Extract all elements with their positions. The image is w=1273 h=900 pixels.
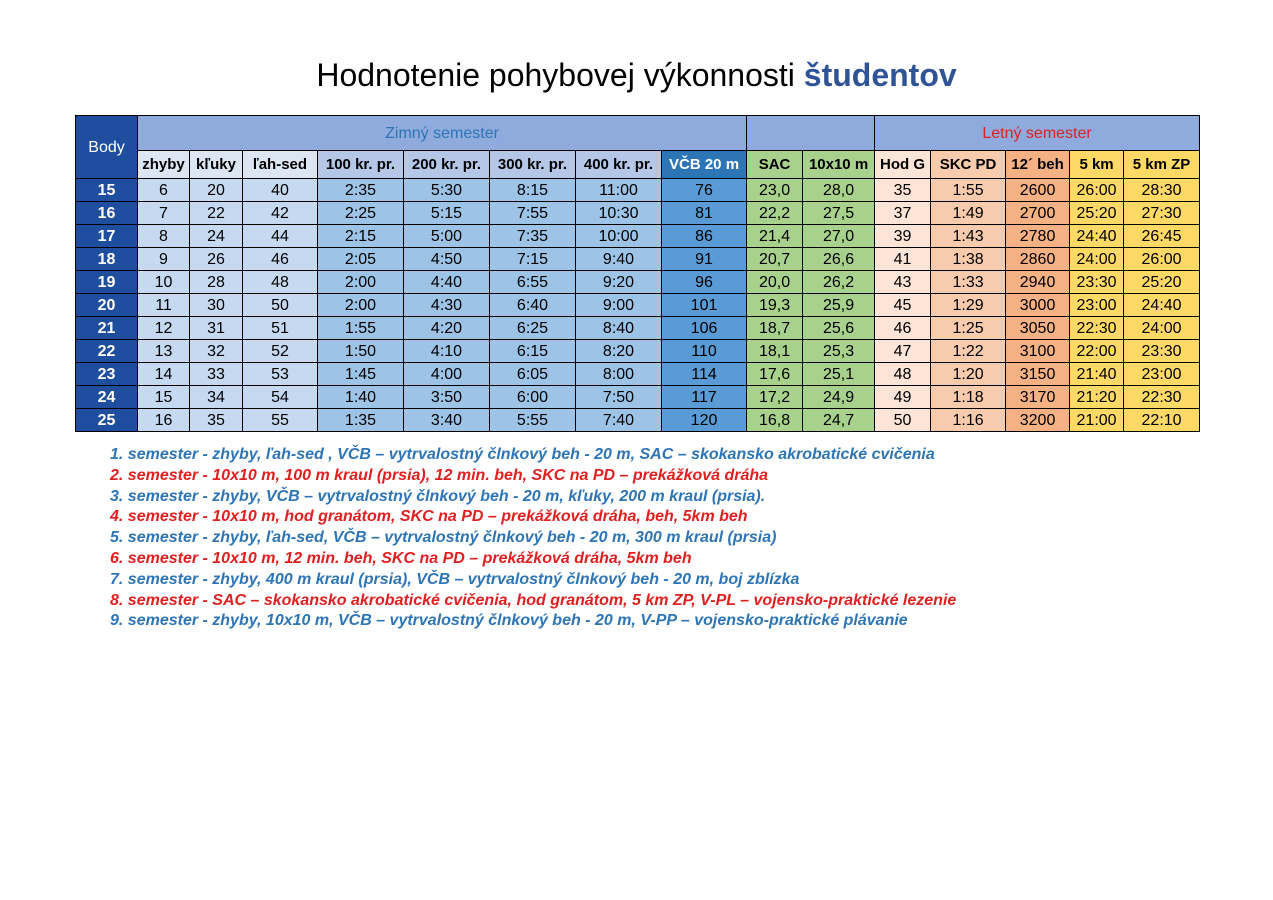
table-row (76, 271, 1200, 294)
table-cell: 51 (243, 317, 318, 340)
table-cell: 26:45 (1124, 225, 1200, 248)
table-cell: 25,1 (803, 363, 875, 386)
table-cell: 2940 (1006, 271, 1070, 294)
table-cell: 5:15 (404, 202, 490, 225)
table-cell: 18,1 (747, 340, 803, 363)
column-header: VČB 20 m (662, 151, 747, 179)
table-cell: 54 (243, 386, 318, 409)
table-cell: 10 (138, 271, 190, 294)
table-cell: 7:50 (576, 386, 662, 409)
table-cell: 26 (190, 248, 243, 271)
column-header: ľah-sed (243, 151, 318, 179)
legend-item: 6. semester - 10x10 m, 12 min. beh, SKC na PD – prekážková dráha, 5km beh (110, 549, 692, 567)
table-cell: 41 (875, 248, 931, 271)
table-cell: 2860 (1006, 248, 1070, 271)
table-cell: 117 (662, 386, 747, 409)
table-cell: 1:20 (931, 363, 1006, 386)
table-cell: 22 (190, 202, 243, 225)
table-cell: 50 (875, 409, 931, 432)
semester-legend (110, 445, 1210, 632)
body-points-cell: 16 (76, 202, 138, 225)
table-cell: 16,8 (747, 409, 803, 432)
table-cell: 21:00 (1070, 409, 1124, 432)
table-cell: 45 (875, 294, 931, 317)
table-cell: 18,7 (747, 317, 803, 340)
table-cell: 2:25 (318, 202, 404, 225)
table-cell: 1:38 (931, 248, 1006, 271)
body-points-cell: 19 (76, 271, 138, 294)
table-cell: 22,2 (747, 202, 803, 225)
table-cell: 25,6 (803, 317, 875, 340)
legend-item: 1. semester - zhyby, ľah-sed , VČB – vytrvalostný člnkový beh - 20 m, SAC – skokansko akrobatické cvičenia (110, 446, 935, 463)
table-cell: 4:50 (404, 248, 490, 271)
table-cell: 9:20 (576, 271, 662, 294)
body-points-cell: 23 (76, 363, 138, 386)
table-cell: 14 (138, 363, 190, 386)
table-cell: 20,7 (747, 248, 803, 271)
table-cell: 35 (190, 409, 243, 432)
table-cell: 19,3 (747, 294, 803, 317)
table-row (76, 340, 1200, 363)
table-cell: 23:30 (1124, 340, 1200, 363)
scoring-table (75, 115, 1200, 432)
table-cell: 9:40 (576, 248, 662, 271)
table-cell: 48 (243, 271, 318, 294)
table-cell: 6:05 (490, 363, 576, 386)
legend-item: 7. semester - zhyby, 400 m kraul (prsia), VČB – vytrvalostný člnkový beh - 20 m, boj zblízka (110, 570, 800, 588)
table-cell: 24 (190, 225, 243, 248)
table-cell: 6:15 (490, 340, 576, 363)
table-cell: 22:30 (1070, 317, 1124, 340)
table-cell: 6:55 (490, 271, 576, 294)
body-points-cell: 18 (76, 248, 138, 271)
table-cell: 28 (190, 271, 243, 294)
body-points-cell: 21 (76, 317, 138, 340)
table-cell: 7:15 (490, 248, 576, 271)
table-cell: 25,9 (803, 294, 875, 317)
table-cell: 49 (875, 386, 931, 409)
table-cell: 35 (875, 179, 931, 202)
table-cell: 1:43 (931, 225, 1006, 248)
table-cell: 91 (662, 248, 747, 271)
table-cell: 5:00 (404, 225, 490, 248)
title-highlight: študentov (803, 57, 957, 93)
table-cell: 20,0 (747, 271, 803, 294)
table-cell: 50 (243, 294, 318, 317)
table-cell: 24,7 (803, 409, 875, 432)
table-cell: 46 (243, 248, 318, 271)
table-cell: 8:00 (576, 363, 662, 386)
table-cell: 12 (138, 317, 190, 340)
table-cell: 21:20 (1070, 386, 1124, 409)
table-cell: 9 (138, 248, 190, 271)
table-cell: 3100 (1006, 340, 1070, 363)
table-cell: 106 (662, 317, 747, 340)
body-points-cell: 17 (76, 225, 138, 248)
table-cell: 22:30 (1124, 386, 1200, 409)
table-cell: 25:20 (1070, 202, 1124, 225)
table-cell: 25,3 (803, 340, 875, 363)
body-header: Body (76, 116, 138, 179)
table-cell: 101 (662, 294, 747, 317)
legend-item: 2. semester - 10x10 m, 100 m kraul (prsia), 12 min. beh, SKC na PD – prekážková dráha (110, 466, 769, 484)
table-cell: 81 (662, 202, 747, 225)
table-cell: 23:30 (1070, 271, 1124, 294)
title-main: Hodnotenie pohybovej výkonnosti (316, 57, 795, 93)
table-cell: 3:50 (404, 386, 490, 409)
table-cell: 27:30 (1124, 202, 1200, 225)
table-cell: 16 (138, 409, 190, 432)
table-row (76, 179, 1200, 202)
table-row (76, 248, 1200, 271)
table-cell: 1:33 (931, 271, 1006, 294)
table-cell: 3050 (1006, 317, 1070, 340)
legend-item: 9. semester - zhyby, 10x10 m, VČB – vytrvalostný člnkový beh - 20 m, V-PP – vojensko-praktické plávanie (110, 612, 908, 630)
table-cell: 4:10 (404, 340, 490, 363)
table-cell: 2600 (1006, 179, 1070, 202)
table-cell: 26,6 (803, 248, 875, 271)
table-cell: 32 (190, 340, 243, 363)
body-points-cell: 24 (76, 386, 138, 409)
table-cell: 28,0 (803, 179, 875, 202)
table-row (76, 363, 1200, 386)
table-cell: 11 (138, 294, 190, 317)
table-cell: 30 (190, 294, 243, 317)
legend-item: 5. semester - zhyby, ľah-sed, VČB – vytrvalostný člnkový beh - 20 m, 300 m kraul (prsia) (110, 529, 777, 547)
table-cell: 6 (138, 179, 190, 202)
table-cell: 2780 (1006, 225, 1070, 248)
column-header-row (76, 151, 1200, 179)
table-cell: 3170 (1006, 386, 1070, 409)
column-header: 200 kr. pr. (404, 151, 490, 179)
legend-item: 4. semester - 10x10 m, hod granátom, SKC na PD – prekážková dráha, beh, 5km beh (110, 508, 748, 526)
table-cell: 3200 (1006, 409, 1070, 432)
column-header: Hod G (875, 151, 931, 179)
table-cell: 13 (138, 340, 190, 363)
table-row (76, 202, 1200, 225)
table-cell: 48 (875, 363, 931, 386)
table-cell: 40 (243, 179, 318, 202)
table-cell: 22:00 (1070, 340, 1124, 363)
table-cell: 3000 (1006, 294, 1070, 317)
table-cell: 2:00 (318, 294, 404, 317)
column-header: kľuky (190, 151, 243, 179)
table-cell: 2:35 (318, 179, 404, 202)
table-cell: 20 (190, 179, 243, 202)
table-cell: 27,5 (803, 202, 875, 225)
table-cell: 23:00 (1124, 363, 1200, 386)
table-cell: 22:10 (1124, 409, 1200, 432)
table-cell: 1:35 (318, 409, 404, 432)
column-header: SAC (747, 151, 803, 179)
table-cell: 23,0 (747, 179, 803, 202)
table-cell: 46 (875, 317, 931, 340)
table-cell: 26,2 (803, 271, 875, 294)
table-row (76, 386, 1200, 409)
table-cell: 1:16 (931, 409, 1006, 432)
column-header: 5 km ZP (1124, 151, 1200, 179)
table-cell: 8:40 (576, 317, 662, 340)
table-cell: 1:55 (931, 179, 1006, 202)
table-cell: 2:00 (318, 271, 404, 294)
table-cell: 10:30 (576, 202, 662, 225)
table-cell: 8 (138, 225, 190, 248)
table-cell: 26:00 (1070, 179, 1124, 202)
table-cell: 3:40 (404, 409, 490, 432)
column-header: SKC PD (931, 151, 1006, 179)
table-cell: 31 (190, 317, 243, 340)
table-cell: 76 (662, 179, 747, 202)
table-cell: 33 (190, 363, 243, 386)
column-header: 100 kr. pr. (318, 151, 404, 179)
table-cell: 53 (243, 363, 318, 386)
column-header: 400 kr. pr. (576, 151, 662, 179)
table-cell: 4:20 (404, 317, 490, 340)
table-cell: 1:29 (931, 294, 1006, 317)
table-cell: 1:40 (318, 386, 404, 409)
table-cell: 24:40 (1070, 225, 1124, 248)
table-cell: 7:55 (490, 202, 576, 225)
table-cell: 2:05 (318, 248, 404, 271)
summer-semester-header: Letný semester (875, 116, 1200, 151)
table-cell: 23:00 (1070, 294, 1124, 317)
table-cell: 47 (875, 340, 931, 363)
body-points-cell: 15 (76, 179, 138, 202)
column-header: 12´ beh (1006, 151, 1070, 179)
table-cell: 11:00 (576, 179, 662, 202)
table-cell: 37 (875, 202, 931, 225)
table-cell: 120 (662, 409, 747, 432)
table-cell: 7:40 (576, 409, 662, 432)
legend-item: 3. semester - zhyby, VČB – vytrvalostný člnkový beh - 20 m, kľuky, 200 m kraul (prsia). (110, 487, 766, 505)
semester-header-row (76, 116, 1200, 151)
body-points-cell: 25 (76, 409, 138, 432)
table-cell: 43 (875, 271, 931, 294)
table-cell: 24:00 (1124, 317, 1200, 340)
table-cell: 25:20 (1124, 271, 1200, 294)
table-cell: 6:40 (490, 294, 576, 317)
table-row (76, 294, 1200, 317)
table-cell: 6:00 (490, 386, 576, 409)
table-cell: 44 (243, 225, 318, 248)
table-cell: 24,9 (803, 386, 875, 409)
table-cell: 9:00 (576, 294, 662, 317)
table-cell: 5:30 (404, 179, 490, 202)
legend-item: 8. semester - SAC – skokansko akrobatické cvičenia, hod granátom, 5 km ZP, V-PL – vojensko-praktické lezenie (110, 591, 957, 609)
column-header: 10x10 m (803, 151, 875, 179)
table-cell: 8:15 (490, 179, 576, 202)
table-cell: 7:35 (490, 225, 576, 248)
table-cell: 28:30 (1124, 179, 1200, 202)
table-cell: 1:55 (318, 317, 404, 340)
table-cell: 3150 (1006, 363, 1070, 386)
table-cell: 5:55 (490, 409, 576, 432)
table-cell: 55 (243, 409, 318, 432)
table-cell: 2:15 (318, 225, 404, 248)
table-cell: 17,6 (747, 363, 803, 386)
table-cell: 2700 (1006, 202, 1070, 225)
table-cell: 96 (662, 271, 747, 294)
table-cell: 114 (662, 363, 747, 386)
table-cell: 8:20 (576, 340, 662, 363)
table-cell: 4:00 (404, 363, 490, 386)
table-cell: 24:00 (1070, 248, 1124, 271)
table-cell: 1:49 (931, 202, 1006, 225)
body-points-cell: 20 (76, 294, 138, 317)
column-header: 5 km (1070, 151, 1124, 179)
table-cell: 34 (190, 386, 243, 409)
table-cell: 39 (875, 225, 931, 248)
table-cell: 15 (138, 386, 190, 409)
table-cell: 52 (243, 340, 318, 363)
table-cell: 21:40 (1070, 363, 1124, 386)
body-points-cell: 22 (76, 340, 138, 363)
table-cell: 1:22 (931, 340, 1006, 363)
winter-semester-header: Zimný semester (138, 116, 747, 151)
table-cell: 1:25 (931, 317, 1006, 340)
table-cell: 17,2 (747, 386, 803, 409)
table-cell: 1:45 (318, 363, 404, 386)
column-header: 300 kr. pr. (490, 151, 576, 179)
column-header: zhyby (138, 151, 190, 179)
table-cell: 6:25 (490, 317, 576, 340)
table-cell: 10:00 (576, 225, 662, 248)
table-row (76, 317, 1200, 340)
table-row (76, 225, 1200, 248)
table-cell: 4:30 (404, 294, 490, 317)
table-cell: 86 (662, 225, 747, 248)
table-cell: 4:40 (404, 271, 490, 294)
table-cell: 27,0 (803, 225, 875, 248)
table-row (76, 409, 1200, 432)
table-cell: 7 (138, 202, 190, 225)
table-cell: 21,4 (747, 225, 803, 248)
table-cell: 1:18 (931, 386, 1006, 409)
table-cell: 42 (243, 202, 318, 225)
table-cell: 110 (662, 340, 747, 363)
page-title (0, 53, 1273, 97)
middle-semester-header (747, 116, 875, 151)
table-cell: 1:50 (318, 340, 404, 363)
table-cell: 26:00 (1124, 248, 1200, 271)
table-cell: 24:40 (1124, 294, 1200, 317)
